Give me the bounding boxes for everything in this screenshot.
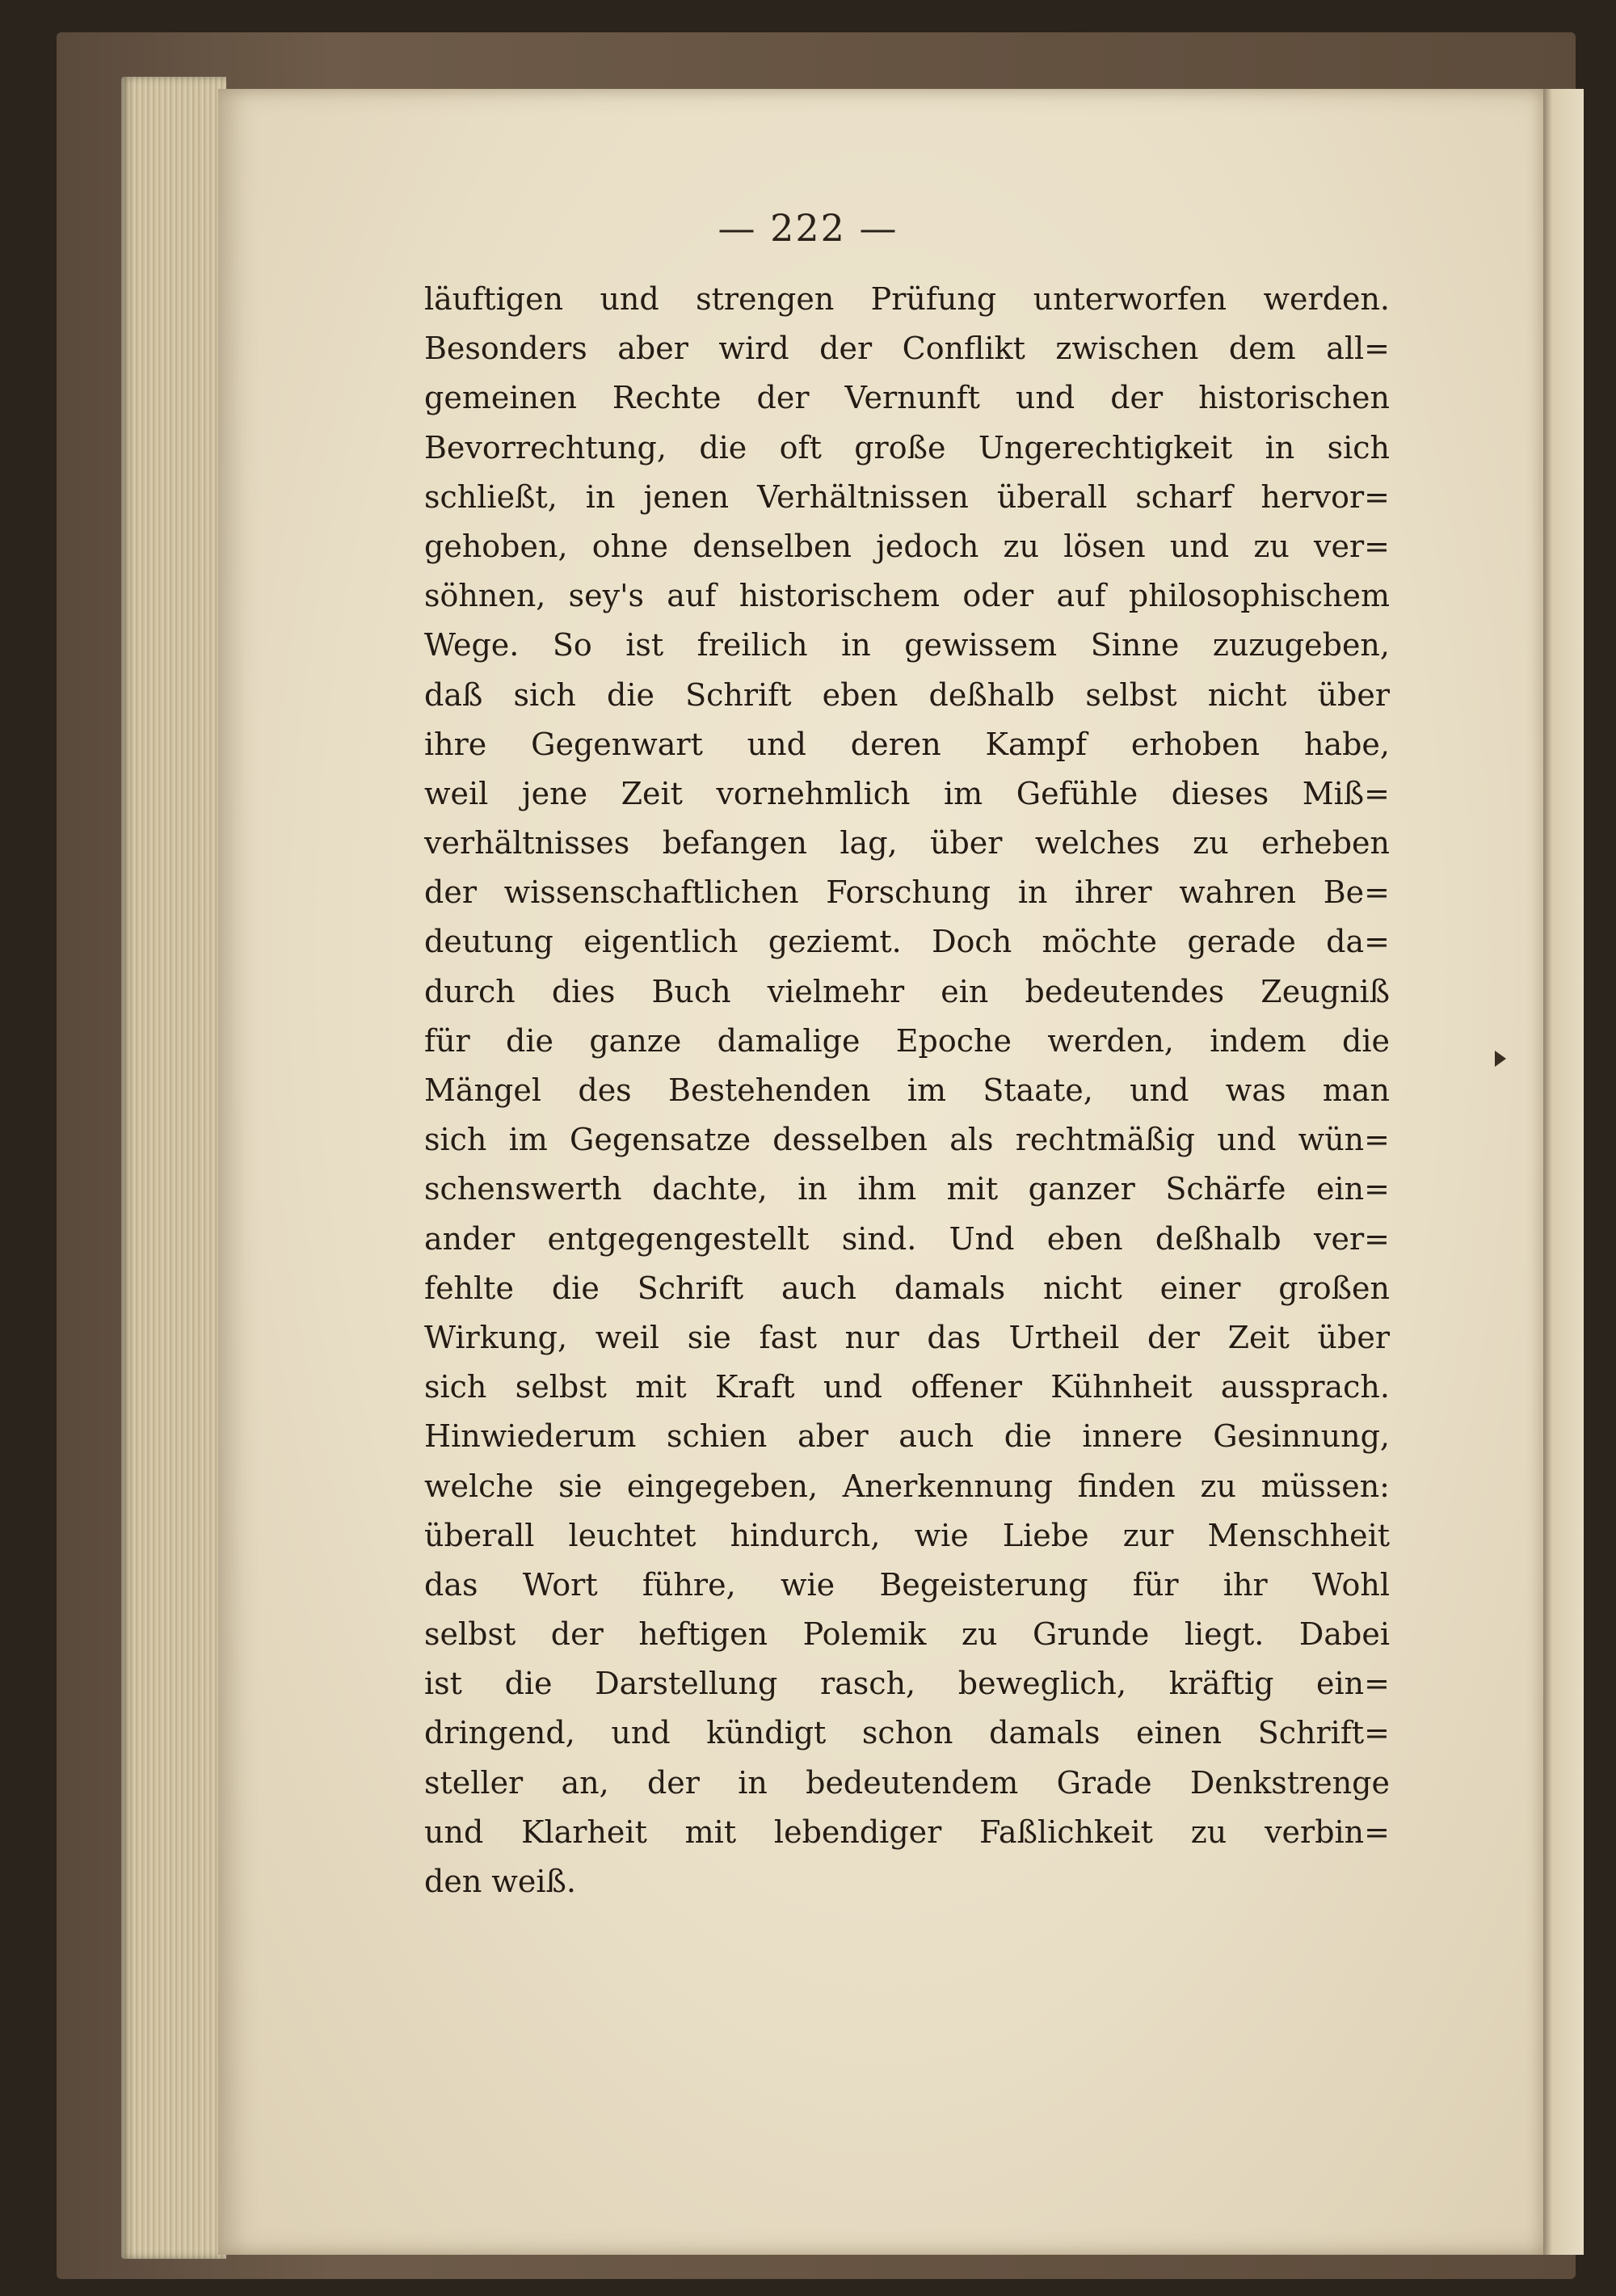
text-line: ander entgegengestellt sind. Und eben deßhalb ver=: [424, 1220, 1390, 1257]
text-line: gemeinen Rechte der Vernunft und der historischen: [424, 380, 1390, 416]
text-line: für die ganze damalige Epoche werden, indem die: [424, 1022, 1390, 1059]
text-line: söhnen, sey's auf historischem oder auf philosophischem: [424, 578, 1390, 614]
text-line: Besonders aber wird der Conflikt zwischen dem all=: [424, 331, 1390, 367]
page-number: — 222 —: [718, 206, 898, 250]
text-line: Mängel des Bestehenden im Staate, und was man: [424, 1072, 1390, 1108]
text-line: dringend, und kündigt schon damals einen Schrift=: [424, 1715, 1390, 1751]
text-line: welche sie eingegeben, Anerkennung finden zu müssen:: [424, 1468, 1390, 1504]
text-line: deutung eigentlich geziemt. Doch möchte gerade da=: [424, 924, 1390, 960]
text-line: gehoben, ohne denselben jedoch zu lösen und zu ver=: [424, 528, 1390, 564]
text-line: Bevorrechtung, die oft große Ungerechtigkeit in sich: [424, 429, 1390, 466]
text-line: läuftigen und strengen Prüfung unterworfen werden.: [424, 281, 1390, 317]
page-body-text: [424, 275, 1390, 1906]
text-line: und Klarheit mit lebendiger Faßlichkeit zu verbin=: [424, 1814, 1390, 1850]
text-line: daß sich die Schrift eben deßhalb selbst nicht über: [424, 676, 1390, 713]
text-line: ist die Darstellung rasch, beweglich, kräftig ein=: [424, 1666, 1390, 1702]
text-line: der wissenschaftlichen Forschung in ihrer wahren Be=: [424, 874, 1390, 911]
text-line: verhältnisses befangen lag, über welches zu erheben: [424, 825, 1390, 862]
text-line: den weiß.: [424, 1864, 576, 1899]
text-line: sich im Gegensatze desselben als rechtmäßig und wün=: [424, 1122, 1390, 1158]
text-line: weil jene Zeit vornehmlich im Gefühle dieses Miß=: [424, 775, 1390, 811]
text-line: selbst der heftigen Polemik zu Grunde liegt. Dabei: [424, 1616, 1390, 1653]
text-line: überall leuchtet hindurch, wie Liebe zur Menschheit: [424, 1517, 1390, 1553]
margin-mark: [1495, 1051, 1506, 1067]
text-line: Hinwiederum schien aber auch die innere Gesinnung,: [424, 1418, 1390, 1455]
text-line: Wege. So ist freilich in gewissem Sinne zuzugeben,: [424, 627, 1390, 664]
text-line: Wirkung, weil sie fast nur das Urtheil der Zeit über: [424, 1319, 1390, 1355]
text-line: steller an, der in bedeutendem Grade Denkstrenge: [424, 1764, 1390, 1801]
text-line: das Wort führe, wie Begeisterung für ihr Wohl: [424, 1566, 1390, 1603]
page-edges: [121, 77, 226, 2259]
text-line: schenswerth dachte, in ihm mit ganzer Schärfe ein=: [424, 1171, 1390, 1207]
text-line: durch dies Buch vielmehr ein bedeutendes Zeugniß: [424, 973, 1390, 1009]
text-line: sich selbst mit Kraft und offener Kühnheit aussprach.: [424, 1369, 1390, 1405]
text-line: ihre Gegenwart und deren Kampf erhoben habe,: [424, 726, 1390, 762]
text-line: schließt, in jenen Verhältnissen überall scharf hervor=: [424, 478, 1390, 515]
text-line: fehlte die Schrift auch damals nicht einer großen: [424, 1270, 1390, 1306]
